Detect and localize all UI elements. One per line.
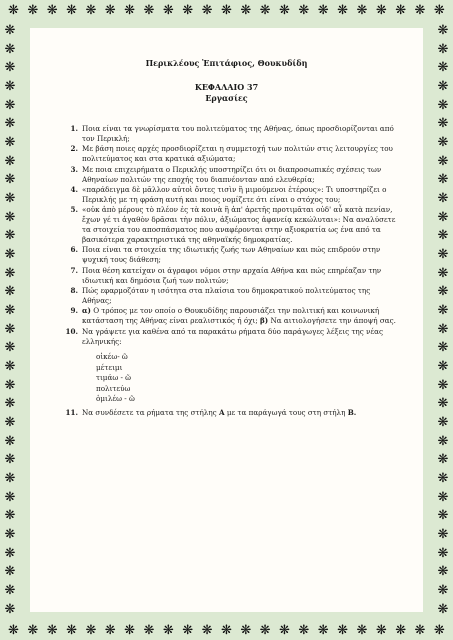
- border-star-icon: ❋: [437, 359, 449, 375]
- border-star-icon: ❋: [437, 172, 449, 188]
- border-star-icon: ❋: [337, 622, 349, 638]
- border-star-icon: ❋: [437, 135, 449, 151]
- question-text: Ποια θέση κατείχαν οι άγραφοι νόμοι στην αρχαία Αθήνα και πώς επηρέαζαν την ιδιωτική και δημόσια ζωή των πολιτών;: [82, 265, 382, 285]
- verb-item: τιμάω - ῶ: [96, 373, 132, 383]
- border-star-icon: ❋: [437, 396, 449, 412]
- border-star-icon: ❋: [27, 622, 39, 638]
- left-border: [0, 20, 20, 620]
- border-star-icon: ❋: [437, 191, 449, 207]
- border-star-icon: ❋: [356, 2, 368, 18]
- border-star-icon: ❋: [437, 433, 449, 449]
- border-star-icon: ❋: [143, 2, 155, 18]
- border-star-icon: ❋: [162, 2, 174, 18]
- border-star-icon: ❋: [437, 247, 449, 263]
- border-star-icon: ❋: [4, 321, 16, 337]
- border-star-icon: ❋: [279, 2, 290, 18]
- question-item: [70, 184, 399, 205]
- question-text: Να συνδέσετε τα ρήματα της στήλης: [82, 407, 219, 417]
- border-star-icon: ❋: [259, 622, 271, 638]
- question-item: [70, 286, 399, 306]
- chapter-heading: ΚΕΦΑΛΑΙΟ 37: [194, 82, 259, 92]
- border-star-icon: ❋: [4, 135, 16, 151]
- question-text: «οὐκ ἀπὸ μέρους τὸ πλέον ἐς τὰ κοινὰ ἢ ἀπ' ἀρετῆς προτιμᾶται οὐδ' αὖ κατὰ πενίαν, ἔχων γέ τι ἀγαθὸν δρᾶσαι τὴν πόλιν, ἀξιώματος ἀφανείᾳ κεκώλυται»: Να αναλύσετε τα στοιχεία του αποσπάσματος που αναφέρονται στην αξιοκρατία ως ένα από τα βασικότερα χαρακτηριστικά της αθηναϊκής δημοκρατίας.: [82, 205, 396, 244]
- section-subtitle: Εργασίες: [205, 93, 248, 103]
- border-star-icon: ❋: [437, 60, 449, 76]
- border-star-icon: ❋: [85, 2, 97, 18]
- border-star-icon: ❋: [437, 527, 449, 543]
- border-star-icon: ❋: [4, 247, 16, 263]
- part-a-text: Ο τρόπος με τον οποίο ο Θουκυδίδης παρουσιάζει την πολιτική και κοινωνική κατάσταση της Αθήνας είναι ρεαλιστικός ή όχι;: [82, 306, 380, 326]
- border-star-icon: ❋: [240, 622, 252, 638]
- question-item: [70, 245, 399, 265]
- question-number: 8.: [70, 286, 78, 295]
- border-star-icon: ❋: [4, 564, 16, 580]
- border-star-icon: ❋: [4, 340, 16, 356]
- border-star-icon: ❋: [4, 601, 16, 617]
- border-star-icon: ❋: [4, 284, 16, 300]
- border-star-icon: ❋: [182, 2, 194, 18]
- bottom-border: [0, 620, 453, 640]
- border-star-icon: ❋: [437, 265, 449, 281]
- question-text: Να γράψετε για καθένα από τα παρακάτω ρήματα δύο παράγωγες λέξεις της νέας ελληνικής:: [82, 326, 384, 346]
- border-star-icon: ❋: [4, 191, 16, 207]
- verb-item: οἰκέω- ῶ: [96, 352, 128, 362]
- border-star-icon: ❋: [8, 2, 19, 18]
- column-a-label: Α: [218, 407, 225, 417]
- border-star-icon: ❋: [437, 508, 449, 524]
- question-text: Με ποια επιχειρήματα ο Περικλής υποστηρίζει ότι οι διαπροσωπικές σχέσεις των Αθηναίων πολιτών της εποχής του διαπνέονταν από ελευθερία;: [82, 164, 382, 184]
- border-star-icon: ❋: [143, 622, 155, 638]
- question-number: 1.: [70, 124, 78, 133]
- question-number: 3.: [70, 164, 78, 174]
- question-item: [65, 407, 399, 418]
- border-star-icon: ❋: [240, 2, 252, 18]
- header: [30, 58, 423, 104]
- border-star-icon: ❋: [259, 2, 271, 18]
- border-star-icon: ❋: [8, 622, 19, 638]
- border-star-icon: ❋: [414, 622, 426, 638]
- border-star-icon: ❋: [433, 2, 445, 18]
- border-star-icon: ❋: [437, 209, 449, 225]
- border-star-icon: ❋: [414, 2, 426, 18]
- question-text: Ποια είναι τα γνωρίσματα του πολιτεύματος της Αθήνας, όπως προσδιορίζονται από τον Περικλή;: [82, 124, 394, 143]
- question-text: με τα παράγωγά τους στη στήλη: [224, 407, 348, 417]
- border-star-icon: ❋: [437, 321, 449, 337]
- border-star-icon: ❋: [298, 622, 310, 638]
- border-star-icon: ❋: [4, 153, 16, 169]
- border-star-icon: ❋: [182, 622, 194, 638]
- border-star-icon: ❋: [4, 583, 16, 599]
- document-sheet: [30, 28, 423, 612]
- question-number: 2.: [70, 144, 78, 154]
- border-star-icon: ❋: [124, 2, 136, 18]
- border-star-icon: ❋: [66, 622, 77, 638]
- border-star-icon: ❋: [437, 489, 449, 505]
- question-item: [70, 144, 399, 164]
- border-star-icon: ❋: [104, 2, 116, 18]
- border-star-icon: ❋: [337, 2, 349, 18]
- border-star-icon: ❋: [356, 622, 368, 638]
- border-star-icon: ❋: [4, 23, 16, 38]
- border-star-icon: ❋: [4, 377, 16, 393]
- border-star-icon: ❋: [437, 303, 449, 319]
- border-star-icon: ❋: [201, 2, 213, 18]
- question-text: Ποια είναι τα στοιχεία της ιδιωτικής ζωής των Αθηναίων και πώς επιδρούν στην ψυχική τους διάθεση;: [82, 245, 381, 265]
- border-star-icon: ❋: [437, 601, 449, 617]
- border-star-icon: ❋: [4, 527, 16, 543]
- border-star-icon: ❋: [4, 489, 16, 505]
- border-star-icon: ❋: [4, 396, 16, 412]
- border-star-icon: ❋: [4, 265, 16, 281]
- question-number: 5.: [70, 205, 78, 215]
- verb-item: μέτειμι: [96, 362, 123, 372]
- column-b-label: Β.: [347, 407, 357, 417]
- question-text: «παράδειγμα δὲ μᾶλλον αὐτοὶ ὄντες τισὶν ἢ μιμούμενοι ἑτέρους»: Τι υποστηρίζει ο Περικλής με τη φράση αυτή και ποιος νομίζετε ότι είναι ο στόχος του;: [82, 184, 387, 204]
- border-star-icon: ❋: [317, 622, 329, 638]
- border-star-icon: ❋: [4, 228, 16, 244]
- border-star-icon: ❋: [4, 508, 16, 524]
- verb-item: ὁμιλέω - ῶ: [96, 394, 135, 404]
- border-star-icon: ❋: [4, 545, 16, 561]
- question-item: [70, 306, 399, 326]
- question-list: [30, 124, 423, 418]
- border-star-icon: ❋: [4, 97, 16, 113]
- border-star-icon: ❋: [46, 622, 58, 638]
- border-star-icon: ❋: [437, 377, 449, 393]
- question-number: 4.: [70, 184, 78, 194]
- verb-item: πολιτεύω: [96, 383, 131, 393]
- border-star-icon: ❋: [27, 2, 39, 18]
- border-star-icon: ❋: [4, 471, 16, 487]
- part-b-label: β): [260, 316, 269, 326]
- border-star-icon: ❋: [437, 97, 449, 113]
- border-star-icon: ❋: [433, 622, 445, 638]
- top-border: [0, 0, 453, 20]
- question-text: Πώς εφαρμοζόταν η ισότητα στα πλαίσια του δημοκρατικού πολιτεύματος της Αθήνας;: [82, 286, 371, 305]
- question-item: [70, 164, 399, 185]
- verb-list: [96, 352, 399, 404]
- border-star-icon: ❋: [4, 209, 16, 225]
- border-star-icon: ❋: [4, 172, 16, 188]
- question-text: Με βάση ποιες αρχές προσδιορίζεται η συμμετοχή των πολιτών στις λειτουργίες του πολιτεύματος και στα κρατικά αξιώματα;: [82, 144, 393, 164]
- border-star-icon: ❋: [437, 545, 449, 561]
- question-item: [65, 326, 399, 404]
- border-star-icon: ❋: [4, 359, 16, 375]
- border-star-icon: ❋: [4, 303, 16, 319]
- border-star-icon: ❋: [395, 622, 407, 638]
- right-border: [433, 20, 453, 620]
- border-star-icon: ❋: [4, 415, 16, 431]
- border-star-icon: ❋: [437, 228, 449, 244]
- border-star-icon: ❋: [104, 622, 116, 638]
- border-star-icon: ❋: [375, 622, 387, 638]
- border-star-icon: ❋: [46, 2, 58, 18]
- border-star-icon: ❋: [220, 2, 232, 18]
- document-title: Περικλέους Ἐπιτάφιος, Θουκυδίδη: [145, 58, 308, 68]
- border-star-icon: ❋: [4, 452, 16, 468]
- question-item: [70, 205, 399, 245]
- border-star-icon: ❋: [162, 622, 174, 638]
- question-number: 11.: [65, 407, 78, 417]
- border-star-icon: ❋: [437, 583, 449, 599]
- border-star-icon: ❋: [298, 2, 310, 18]
- border-star-icon: ❋: [279, 622, 290, 638]
- border-star-icon: ❋: [437, 41, 449, 57]
- border-star-icon: ❋: [4, 433, 16, 449]
- border-star-icon: ❋: [4, 116, 16, 132]
- question-number: 7.: [70, 265, 78, 275]
- part-a-label: α): [82, 306, 91, 316]
- question-number: 10.: [65, 326, 78, 336]
- question-number: 6.: [70, 245, 78, 255]
- border-star-icon: ❋: [437, 471, 449, 487]
- border-star-icon: ❋: [437, 415, 449, 431]
- border-star-icon: ❋: [124, 622, 136, 638]
- part-b-text: Να αιτιολογήσετε την άποψή σας.: [268, 316, 396, 326]
- border-star-icon: ❋: [437, 153, 449, 169]
- border-star-icon: ❋: [4, 41, 16, 57]
- border-star-icon: ❋: [437, 284, 449, 300]
- question-item: [70, 265, 399, 286]
- border-star-icon: ❋: [375, 2, 387, 18]
- border-star-icon: ❋: [395, 2, 407, 18]
- border-star-icon: ❋: [437, 452, 449, 468]
- question-item: [70, 124, 399, 144]
- border-star-icon: ❋: [437, 116, 449, 132]
- border-star-icon: ❋: [85, 622, 97, 638]
- border-star-icon: ❋: [4, 60, 16, 76]
- border-star-icon: ❋: [4, 79, 16, 95]
- border-star-icon: ❋: [437, 340, 449, 356]
- border-star-icon: ❋: [437, 79, 449, 95]
- border-star-icon: ❋: [317, 2, 329, 18]
- border-star-icon: ❋: [201, 622, 213, 638]
- border-star-icon: ❋: [437, 564, 449, 580]
- border-star-icon: ❋: [437, 23, 449, 38]
- border-star-icon: ❋: [220, 622, 232, 638]
- border-star-icon: ❋: [66, 2, 77, 18]
- question-number: 9.: [70, 306, 78, 316]
